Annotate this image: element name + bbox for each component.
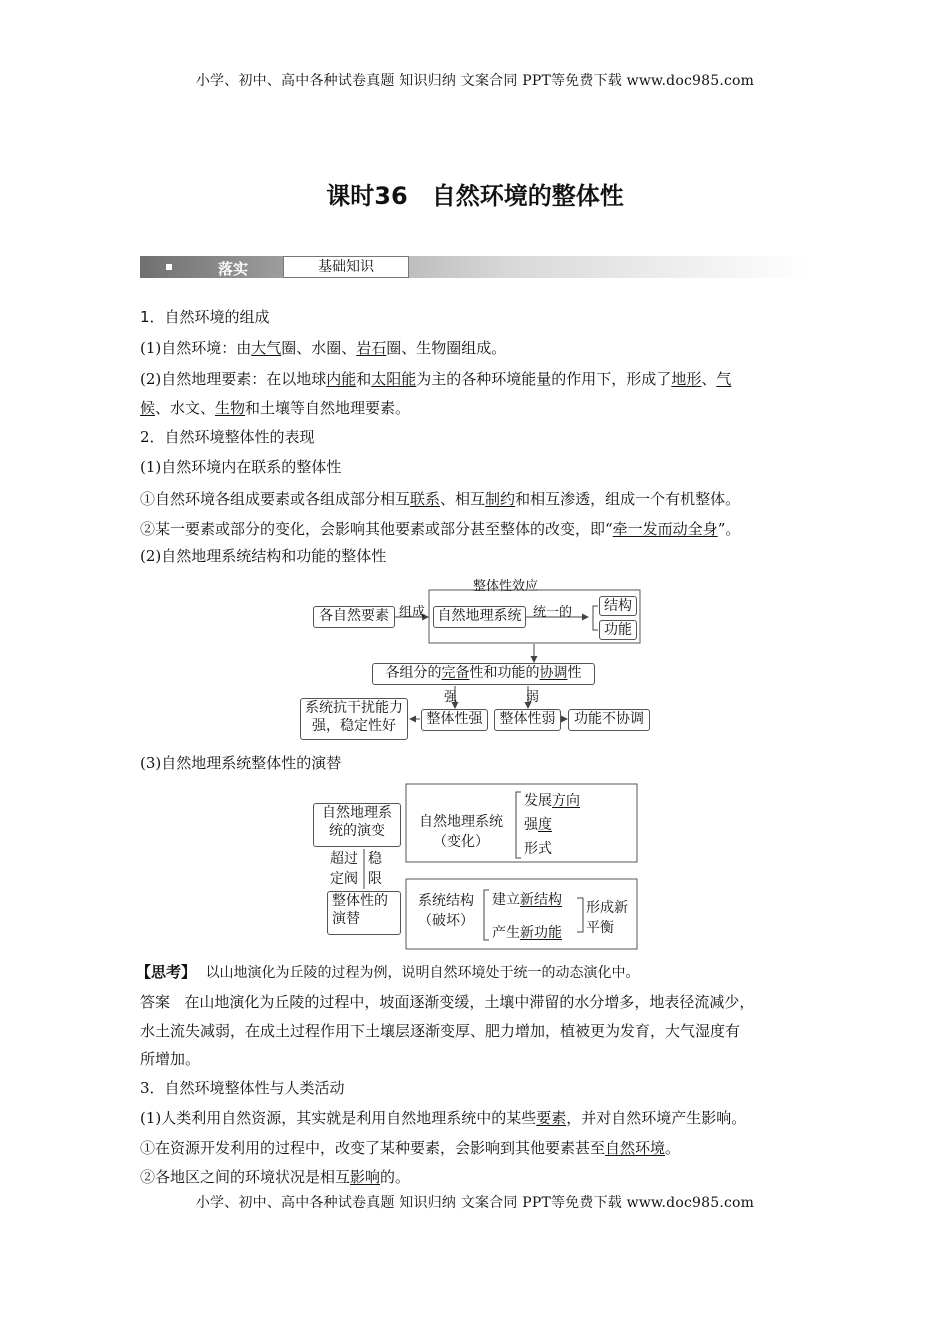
d1-top-label: 整体性效应: [473, 579, 539, 594]
section2-sub2: (2)自然地理系统结构和功能的整体性: [140, 547, 387, 565]
d2-intensity: 强度: [524, 817, 552, 833]
d1-weak-box: 整体性弱: [494, 709, 561, 731]
d2-direction: 发展方向: [524, 793, 580, 809]
d2-succession-box: 整体性的 演替: [327, 891, 401, 935]
d2-system-change: 自然地理系统 （变化）: [419, 814, 503, 850]
banner-right-label: 基础知识: [283, 256, 409, 278]
d2-form: 形式: [524, 841, 552, 857]
d2-new-balance: 形成新 平衡: [586, 900, 628, 936]
section1-heading: 1．自然环境的组成: [140, 308, 270, 326]
d1-function-box: 功能: [599, 620, 637, 640]
d1-compose-label: 组成: [399, 605, 426, 620]
d2-stable: 稳 限: [368, 851, 382, 887]
section3-line2: ①在资源开发利用的过程中，改变了某种要素，会影响到其他要素甚至自然环境。: [140, 1139, 681, 1157]
d1-strong-label: 强: [444, 690, 458, 705]
section3-line1: (1)人类利用自然资源，其实就是利用自然地理系统中的某些要素，并对自然环境产生影响。: [140, 1109, 747, 1127]
section2-sub3: (3)自然地理系统整体性的演替: [140, 754, 342, 772]
think-answer-3: 所增加。: [140, 1050, 201, 1068]
d1-elements-box: 各自然要素: [313, 606, 395, 628]
section3-heading: 3．自然环境整体性与人类活动: [140, 1079, 345, 1097]
d1-unified-label: 统一的: [533, 605, 573, 620]
section1-line2: (2)自然地理要素：在以地球内能和太阳能为主的各种环境能量的作用下，形成了地形、气: [140, 370, 732, 388]
think-answer-1: 答案 在山地演化为丘陵的过程中，坡面逐渐变缓，土壤中滞留的水分增多，地表径流减少，: [140, 993, 755, 1011]
page-title: 课时36 自然环境的整体性: [326, 182, 624, 210]
d1-left-result-box: 系统抗干扰能力 强，稳定性好: [300, 698, 408, 740]
section1-line1: (1)自然环境：由大气圈、水圈、岩石圈、生物圈组成。: [140, 339, 507, 357]
section2-c2: ②某一要素或部分的变化，会影响其他要素或部分甚至整体的改变，即“牵一发而动全身”。: [140, 520, 741, 538]
page-header: 小学、初中、高中各种试卷真题 知识归纳 文案合同 PPT等免费下载 www.doc985.com: [195, 73, 755, 89]
think-answer-2: 水土流失减弱，在成土过程作用下土壤层逐渐变厚、肥力增加，植被更为发育，大气湿度有: [140, 1022, 741, 1040]
banner-left-label: 落实: [218, 260, 249, 278]
section2-heading: 2．自然环境整体性的表现: [140, 428, 315, 446]
d1-right-result-box: 功能不协调: [568, 709, 650, 731]
d2-new-function: 产生新功能: [492, 925, 562, 941]
d1-middle-box: 各组分的完备性和功能的协调性: [372, 663, 595, 685]
section2-c1: ①自然环境各组成要素或各组成部分相互联系、相互制约和相互渗透，组成一个有机整体。: [140, 490, 741, 508]
section-banner: [140, 256, 810, 280]
d2-evolution-box: 自然地理系 统的演变: [313, 803, 401, 847]
section3-line3: ②各地区之间的环境状况是相互影响的。: [140, 1168, 411, 1186]
d2-exceed: 超过 定阀: [330, 851, 358, 887]
think-question: 【思考】 以山地演化为丘陵的过程为例，说明自然环境处于统一的动态演化中。: [136, 963, 640, 981]
d1-system-box: 自然地理系统: [433, 606, 526, 628]
section2-sub1: (1)自然环境内在联系的整体性: [140, 458, 342, 476]
d1-structure-box: 结构: [599, 596, 637, 616]
section1-line3: 候、水文、生物和土壤等自然地理要素。: [140, 399, 411, 417]
d2-system-structure: 系统结构 （破坏）: [418, 893, 474, 929]
d1-strong-box: 整体性强: [421, 709, 488, 731]
d2-new-structure: 建立新结构: [492, 892, 562, 908]
d1-weak-label: 弱: [526, 690, 540, 705]
page-footer: 小学、初中、高中各种试卷真题 知识归纳 文案合同 PPT等免费下载 www.doc985.com: [195, 1195, 755, 1211]
